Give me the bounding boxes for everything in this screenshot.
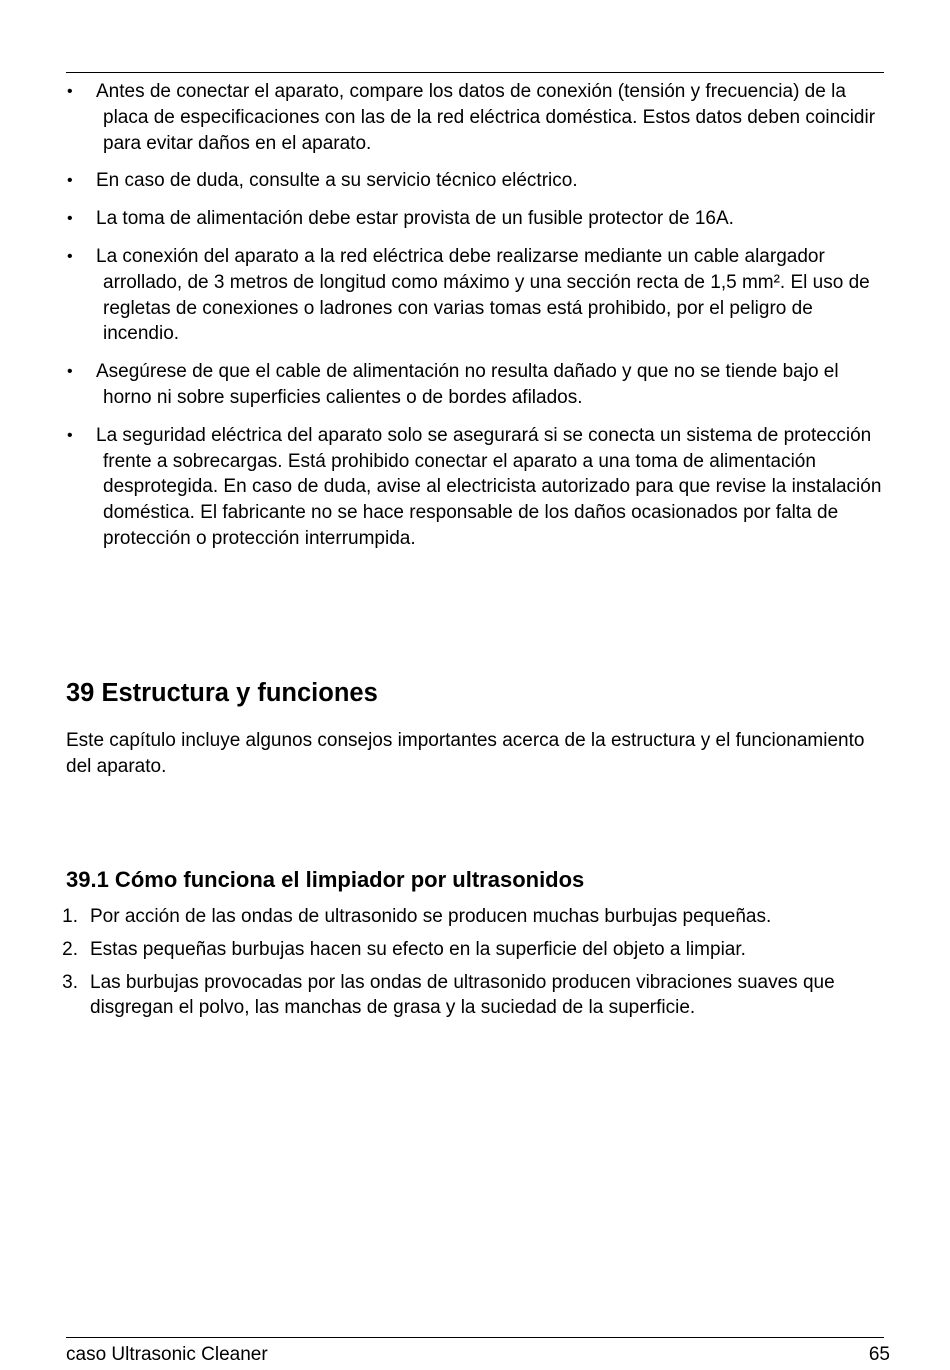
list-item [62, 970, 884, 1022]
list-item [66, 359, 884, 411]
list-item [66, 206, 884, 232]
safety-bullet-list [66, 79, 884, 564]
bullet-text: La toma de alimentación debe estar provista de un fusible protector de 16A. [96, 208, 734, 230]
list-item [66, 168, 884, 194]
bullet-icon: • [67, 172, 73, 190]
step-text: Por acción de las ondas de ultrasonido se producen muchas burbujas pequeñas. [90, 906, 772, 927]
list-item [66, 244, 884, 347]
bullet-text: En caso de duda, consulte a su servicio técnico eléctrico. [96, 170, 578, 192]
section-intro: Este capítulo incluye algunos consejos importantes acerca de la estructura y el funcionamiento del aparato. [66, 730, 865, 777]
list-item [66, 423, 884, 552]
subsection-heading: 39.1 Cómo funciona el limpiador por ultrasonidos [66, 867, 585, 892]
bullet-text: La conexión del aparato a la red eléctrica debe realizarse mediante un cable alargador arrollado, de 3 metros de longitud como máximo y una sección recta de 1,5 mm². El uso de regletas de conexiones o ladrones con varias tomas está prohibido, por el peligro de incendio. [96, 245, 870, 345]
header-rule [66, 72, 884, 73]
bullet-icon: • [67, 210, 73, 228]
step-number: 2. [62, 938, 78, 960]
bullet-text: Antes de conectar el aparato, compare los datos de conexión (tensión y frecuencia) de la placa de especificaciones con las de la red eléctrica doméstica. Estos datos deben coincidir para evitar daños en el aparato. [96, 81, 876, 154]
step-number: 3. [62, 971, 78, 993]
step-text: Estas pequeñas burbujas hacen su efecto en la superficie del objeto a limpiar. [90, 938, 746, 960]
bullet-icon: • [67, 426, 73, 444]
bullet-icon: • [67, 83, 73, 100]
bullet-text: La seguridad eléctrica del aparato solo se asegurará si se conecta un sistema de protección frente a sobrecargas. Está prohibido conectar el aparato a una toma de alimentación desprotegida. En caso de duda, avise al electricista autorizado para que revise la instalación doméstica. El fabricante no se hace responsable de los daños ocasionados por falta de protección o protección interrumpida. [96, 424, 882, 549]
bullet-icon: • [67, 247, 73, 265]
footer-product-name: caso Ultrasonic Cleaner [66, 1344, 268, 1365]
step-number: 1. [62, 906, 78, 927]
bullet-icon: • [67, 363, 73, 381]
list-item [62, 937, 884, 963]
bullet-text: Asegúrese de que el cable de alimentación no resulta dañado y que no se tiende bajo el horno ni sobre superficies calientes o de bordes afilados. [96, 361, 839, 408]
footer-rule [66, 1337, 884, 1338]
list-item [66, 79, 884, 156]
page-number: 65 [868, 1344, 890, 1365]
section-heading: 39 Estructura y funciones [66, 679, 378, 707]
steps-list [62, 904, 884, 1028]
list-item [62, 904, 884, 930]
step-text: Las burbujas provocadas por las ondas de ultrasonido producen vibraciones suaves que disgregan el polvo, las manchas de grasa y la suciedad de la superficie. [90, 971, 835, 1019]
